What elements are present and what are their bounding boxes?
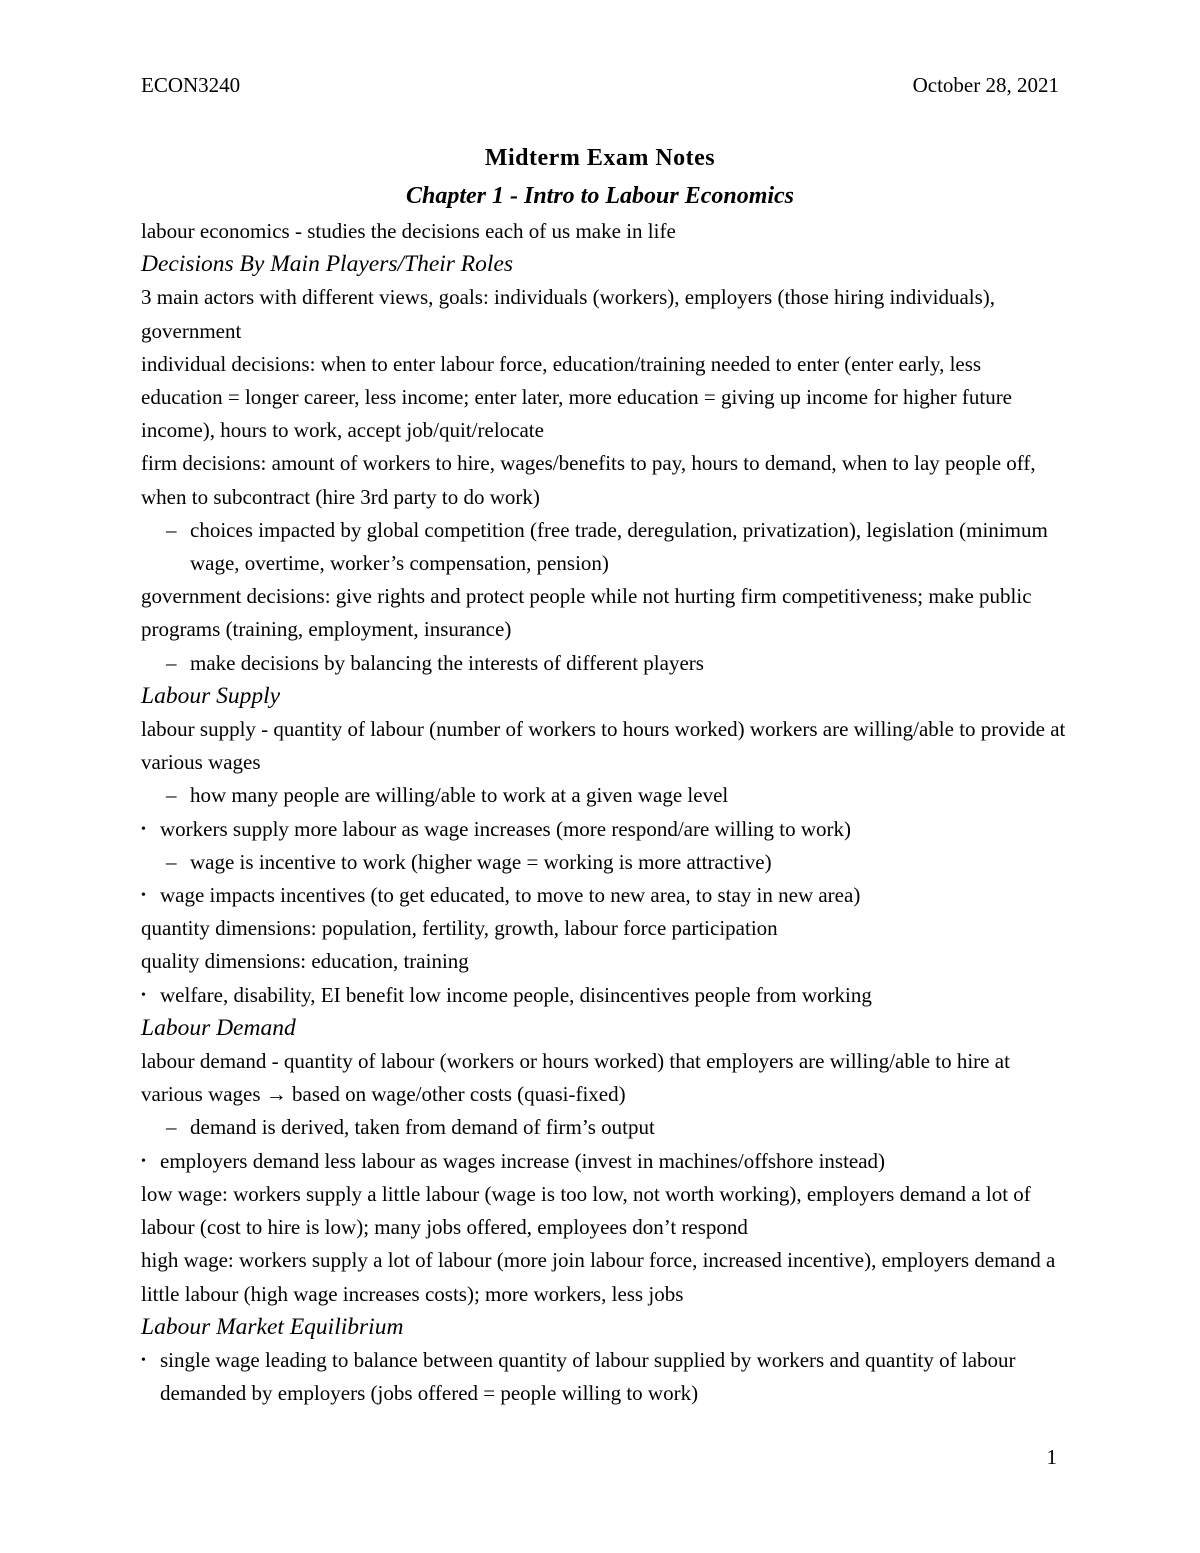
dash-marker: – — [166, 1115, 177, 1140]
document-date: October 28, 2021 — [912, 73, 1059, 97]
section-heading: Decisions By Main Players/Their Roles — [141, 251, 514, 278]
list-item-text: workers supply more labour as wage increases (more respond/are willing to work) — [160, 816, 852, 841]
bullet-marker: • — [141, 888, 146, 904]
list-item-text: employers demand less labour as wages increase (invest in machines/offshore instead) — [160, 1148, 886, 1173]
list-item-text: welfare, disability, EI benefit low income people, disincentives people from working — [160, 982, 872, 1007]
list-item-text: single wage leading to balance between quantity of labour supplied by workers and quantity of labour demanded by employers (jobs offered = people willing to work) — [160, 1347, 1016, 1406]
chapter-title: Chapter 1 - Intro to Labour Economics — [405, 183, 795, 209]
note-paragraph: labour demand - quantity of labour (workers or hours worked) that employers are willing/able to hire at various wages → based on wage/other costs (quasi-fixed) — [141, 1049, 1010, 1107]
dash-marker: – — [166, 650, 177, 675]
page-number: 1 — [1046, 1445, 1057, 1469]
bullet-list-item — [141, 979, 1066, 1012]
dash-list-item — [141, 779, 1066, 812]
note-paragraph: labour supply - quantity of labour (number of workers to hours worked) workers are willing/able to provide at various wages — [141, 717, 1066, 775]
dash-marker: – — [166, 783, 177, 808]
note-paragraph: quantity dimensions: population, fertility, growth, labour force participation — [141, 916, 778, 941]
note-paragraph: labour economics - studies the decisions each of us make in life — [141, 219, 676, 243]
bullet-marker: • — [141, 1153, 146, 1169]
dash-marker: – — [166, 517, 177, 542]
dash-list-item — [141, 846, 1066, 879]
course-code: ECON3240 — [141, 73, 241, 97]
dash-marker: – — [166, 849, 177, 874]
bullet-marker: • — [141, 1352, 146, 1368]
list-item-text: wage is incentive to work (higher wage = working is more attractive) — [190, 849, 772, 874]
note-paragraph: 3 main actors with different views, goals: individuals (workers), employers (those hiring individuals), government — [141, 285, 996, 343]
note-paragraph: quality dimensions: education, training — [141, 949, 469, 974]
dash-list-item — [141, 647, 1066, 680]
document-title: Midterm Exam Notes — [484, 145, 716, 171]
dash-list-item — [141, 514, 1066, 580]
page-header — [141, 70, 1059, 100]
bullet-marker: • — [141, 821, 146, 837]
note-paragraph: government decisions: give rights and protect people while not hurting firm competitiveness; make public programs (training, employment, insurance) — [141, 584, 1032, 642]
list-item-text: how many people are willing/able to work at a given wage level — [190, 783, 729, 808]
list-item-text: choices impacted by global competition (free trade, deregulation, privatization), legislation (minimum wage, overtime, worker’s compensation, pension) — [190, 517, 1048, 576]
section-heading: Labour Supply — [141, 682, 281, 709]
section-heading: Labour Market Equilibrium — [141, 1313, 404, 1340]
list-item-text: make decisions by balancing the interests of different players — [190, 650, 704, 675]
note-paragraph: firm decisions: amount of workers to hire, wages/benefits to pay, hours to demand, when to lay people off, when to subcontract (hire 3rd party to do work) — [141, 451, 1036, 509]
bullet-list-item — [141, 879, 1066, 912]
list-item-text: wage impacts incentives (to get educated, to move to new area, to stay in new area) — [160, 883, 861, 908]
section-heading: Labour Demand — [141, 1014, 296, 1041]
bullet-list-item — [141, 1145, 1066, 1178]
note-paragraph: low wage: workers supply a little labour (wage is too low, not worth working), employers demand a lot of labour (cost to hire is low); many jobs offered, employees don’t respond — [141, 1181, 1031, 1240]
note-paragraph: high wage: workers supply a lot of labour (more join labour force, increased incentive), employers demand a little labour (high wage increases costs); more workers, less jobs — [141, 1248, 1056, 1306]
notes-body — [141, 215, 1066, 1410]
note-paragraph: individual decisions: when to enter labour force, education/training needed to enter (enter early, less education = longer career, less income; enter later, more education = giving up income for higher future income), hours to work, accept job/quit/relocate — [141, 351, 1013, 443]
bullet-list-item — [141, 813, 1066, 846]
dash-list-item — [141, 1111, 1066, 1144]
list-item-text: demand is derived, taken from demand of firm’s output — [190, 1115, 655, 1140]
bullet-marker: • — [141, 987, 146, 1003]
bullet-list-item — [141, 1344, 1066, 1410]
